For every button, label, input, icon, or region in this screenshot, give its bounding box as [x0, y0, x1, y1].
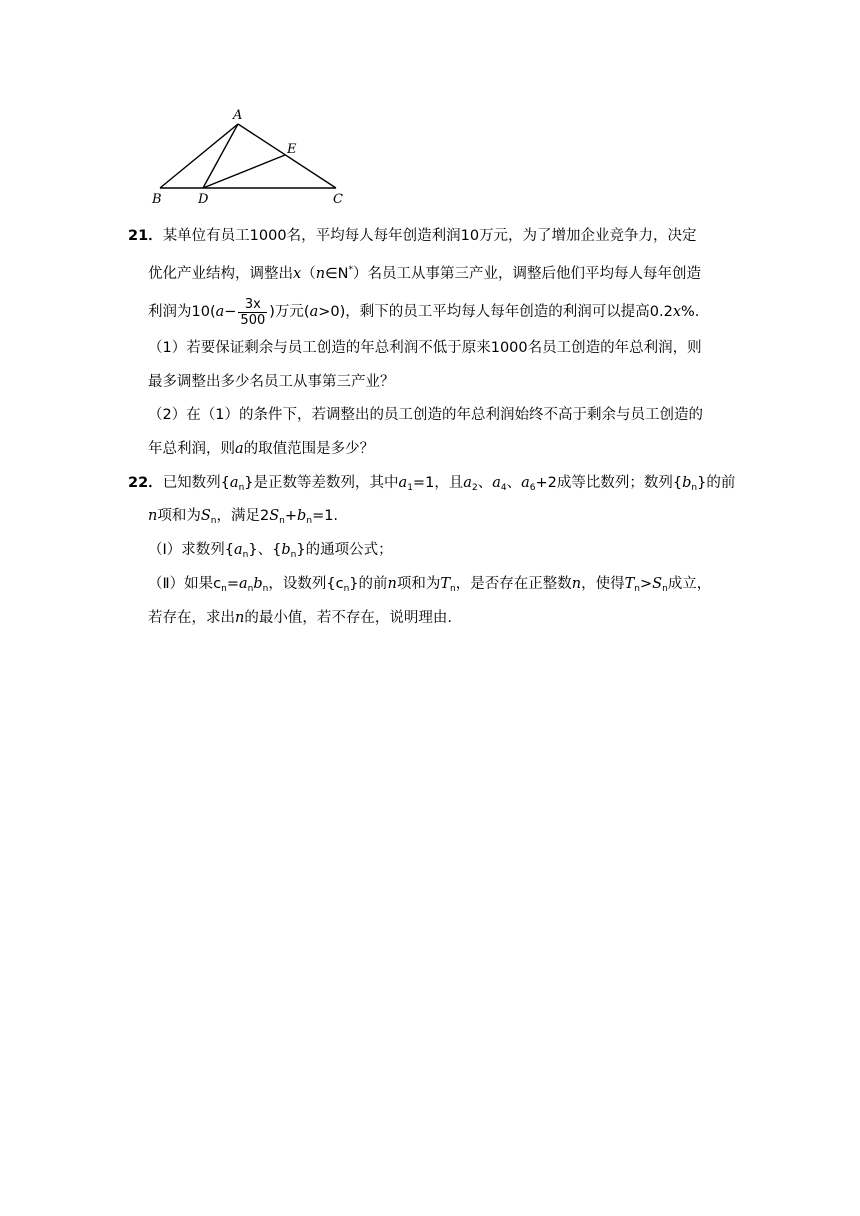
q22-text-1b: }是正数等差数列，其中 [244, 475, 399, 491]
q22-part2-line [148, 574, 711, 599]
label-b: B [152, 192, 162, 204]
sub-n-12: n [450, 584, 456, 594]
var-b-n-4: b [253, 576, 263, 592]
triangle-figure [148, 104, 348, 204]
sep-2: 、 [506, 475, 522, 491]
var-n-2: n [148, 508, 158, 524]
q22-text-2a: 项和为 [157, 508, 201, 524]
var-a: a [215, 304, 225, 320]
var-a-3: a [235, 441, 244, 457]
q21-text-3a: 利润为10( [148, 304, 216, 320]
label-c: C [333, 192, 343, 204]
q21-part1-text-1: （1）若要保证剩余与员工创造的年总利润不低于原来1000名员工创造的年总利润，则 [148, 340, 702, 356]
fraction-3x-500 [238, 297, 267, 328]
q22-text-1d: +2成等比数列；数列{ [535, 475, 683, 491]
greater-than-sign: > [640, 576, 653, 592]
var-a1: a [398, 475, 408, 491]
sub-n-11: n [343, 584, 350, 594]
sub-n-4: n [279, 516, 285, 526]
q21-line-3 [148, 295, 699, 329]
q21-text-3d: %. [681, 304, 700, 320]
q21-part2-line-1 [148, 405, 703, 425]
q22-text-1a: 已知数列{ [162, 475, 230, 491]
q22-part2-text-h: 成立， [667, 576, 712, 592]
sub-n-9: n [247, 584, 254, 594]
sub-1: 1 [407, 483, 413, 493]
var-n: n [315, 266, 326, 282]
q22-number: 22． [128, 475, 163, 491]
var-t-n: T [440, 576, 451, 592]
var-a6: a [521, 475, 530, 491]
q21-line-2 [148, 260, 701, 284]
var-a4: a [492, 475, 501, 491]
sub-6: 6 [529, 483, 536, 493]
sub-n: n [238, 483, 245, 493]
var-b-n: b [682, 475, 692, 491]
var-s-n-3: S [652, 576, 663, 592]
q21-text-3b: )万元( [269, 304, 310, 320]
q21-part1-text-2: 最多调整出多少名员工从事第三产业？ [148, 374, 395, 390]
q21-text-2d: ）名员工从事第三产业，调整后他们平均每人每年创造 [353, 266, 702, 282]
q21-line-1 [128, 226, 697, 246]
sub-n-3: n [210, 516, 217, 526]
q21-part2-text-1: （2）在（1）的条件下，若调整出的员工创造的年总利润始终不高于剩余与员工创造的 [148, 407, 703, 423]
sub-n-7: n [290, 550, 297, 560]
q22-part2-text-e: 项和为 [396, 576, 441, 592]
sub-n-5: n [306, 516, 313, 526]
equals-sign: = [226, 576, 239, 592]
var-n-3: n [387, 576, 397, 592]
q22-part2-text-f: ，是否存在正整数 [455, 576, 572, 592]
plus-sign: + [284, 508, 298, 524]
q21-text-1: 某单位有员工1000名，平均每人每年创造利润10万元，为了增加企业竞争力，决定 [162, 228, 697, 244]
q22-text-2b: ，满足2 [216, 508, 270, 524]
sub-n-6: n [242, 550, 249, 560]
var-n-4: n [571, 576, 582, 592]
q22-part1-line [148, 540, 393, 565]
sub-n-13: n [634, 584, 640, 594]
segment-ad [203, 124, 238, 188]
var-a-n-3: a [238, 576, 248, 592]
var-t-n-2: T [624, 576, 635, 592]
q22-line-1 [128, 473, 735, 498]
q22-text-1e: }的前 [697, 475, 736, 491]
q22-part2-text-d: }的前 [349, 576, 388, 592]
var-a-2: a [309, 304, 319, 320]
q22-part1-text-c: }的通项公式； [296, 542, 393, 558]
q22-part2-text-c: ，设数列{c [268, 576, 344, 592]
q21-part2-text-2a: 年总利润，则 [148, 441, 235, 457]
label-e: E [287, 142, 297, 157]
var-s-n-2: S [269, 508, 280, 524]
var-x-2: x [672, 304, 682, 320]
q22-part2-text-i: 若存在，求出 [148, 610, 235, 626]
fraction-denominator: 500 [240, 312, 266, 328]
q22-part2-text-a: （Ⅱ）如果c [148, 576, 222, 592]
sub-n-8: n [221, 584, 227, 594]
q22-part1-text-a: （Ⅰ）求数列{ [148, 542, 235, 558]
label-a: A [233, 108, 243, 123]
q21-star: * [348, 265, 354, 275]
q21-part1-line-2 [148, 372, 395, 392]
q22-text-2c: =1. [312, 508, 339, 524]
q21-number: 21． [128, 228, 163, 244]
q21-part1-line-1 [148, 338, 702, 358]
fraction-numerator: 3x [238, 297, 267, 313]
q22-part2-text-j: 的最小值，若不存在，说明理由. [244, 610, 452, 626]
sub-n-10: n [262, 584, 269, 594]
sub-n-14: n [662, 584, 668, 594]
var-b-n-2: b [297, 508, 307, 524]
q22-part2-line-2 [148, 608, 452, 628]
q22-part2-text-g: ，使得 [581, 576, 625, 592]
var-b-n-3: b [281, 542, 291, 558]
q21-text-2a: 优化产业结构，调整出 [148, 266, 293, 282]
sub-2: 2 [471, 483, 478, 493]
var-a-n: a [229, 475, 239, 491]
var-a-n-2: a [234, 542, 243, 558]
q21-in-n: ∈N [325, 266, 349, 282]
var-s-n: S [200, 508, 211, 524]
sub-n-2: n [691, 483, 698, 493]
label-d: D [198, 192, 209, 204]
sep-1: 、 [477, 475, 493, 491]
q22-text-1c: =1，且 [412, 475, 464, 491]
var-a2: a [463, 475, 472, 491]
var-n-5: n [235, 610, 245, 626]
q21-text-3c: >0)，剩下的员工平均每人每年创造的利润可以提高0.2 [318, 304, 673, 320]
minus-sign: − [224, 304, 237, 320]
q21-part2-line-2 [148, 439, 374, 459]
q21-part2-text-2b: 的取值范围是多少？ [243, 441, 375, 457]
q22-line-2 [148, 506, 338, 531]
sub-4: 4 [500, 483, 507, 493]
var-x: x [293, 266, 302, 282]
q21-paren-open: （ [301, 266, 316, 282]
segment-de [203, 155, 285, 188]
q22-part1-text-b: }、{ [248, 542, 282, 558]
